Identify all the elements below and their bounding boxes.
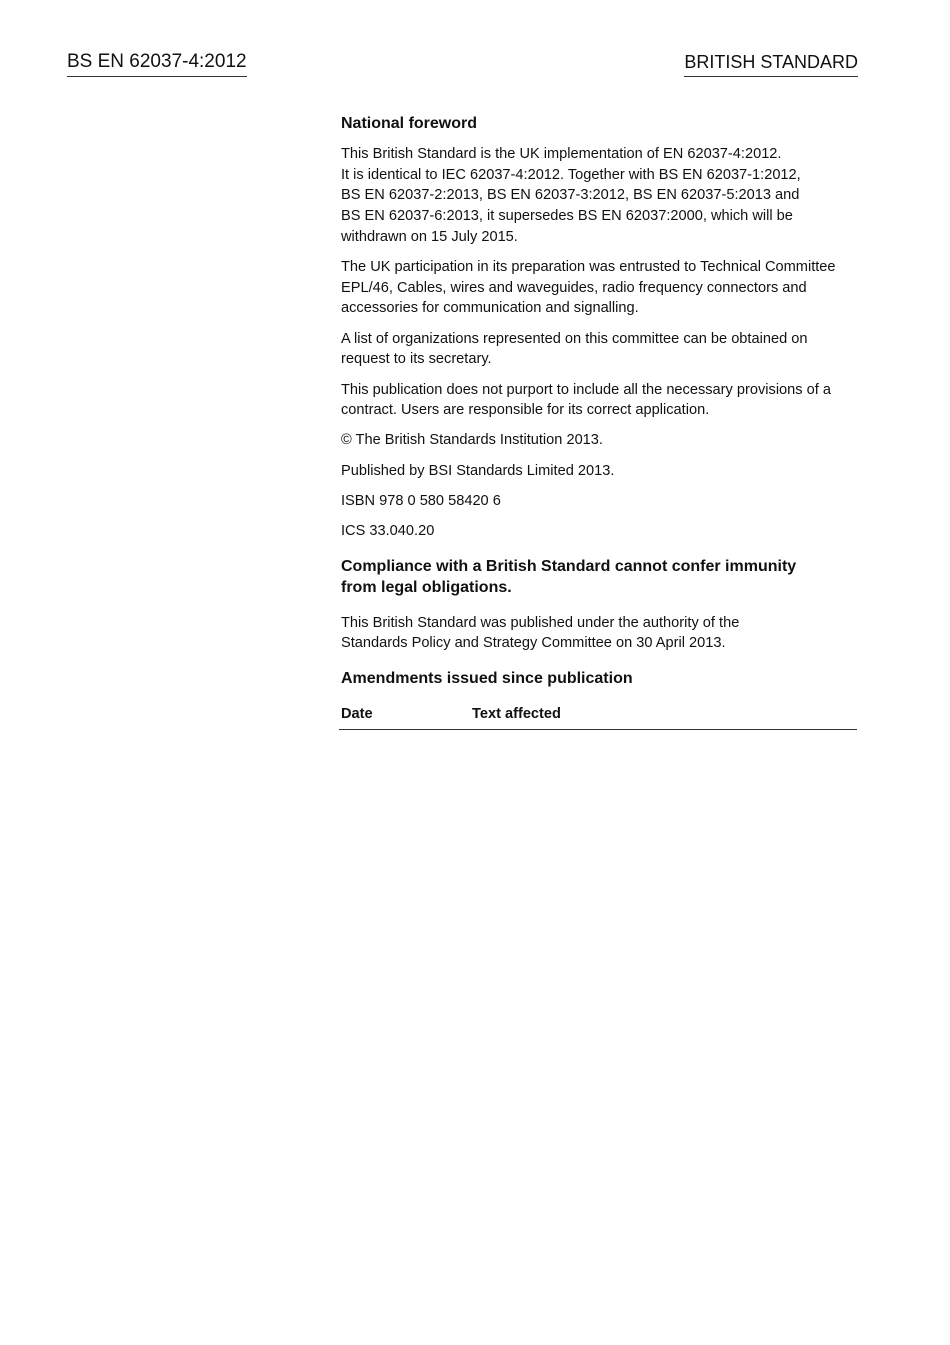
- paragraph-line: This publication does not purport to include all the necessary provisions of a: [341, 381, 831, 398]
- organizations-paragraph: [341, 329, 859, 370]
- ics-line: ICS 33.040.20: [341, 523, 435, 540]
- paragraph-line: contract. Users are responsible for its correct application.: [341, 402, 710, 419]
- paragraph-line: This British Standard was published under the authority of the: [341, 614, 740, 631]
- paragraph-line: This British Standard is the UK implementation of EN 62037-4:2012.: [341, 146, 782, 162]
- text-affected-column-header: Text affected: [472, 706, 561, 723]
- paragraph-line: BS EN 62037-6:2013, it supersedes BS EN 62037:2000, which will be: [341, 208, 793, 225]
- paragraph-line: A list of organizations represented on this committee can be obtained on: [341, 330, 808, 347]
- compliance-statement: [341, 556, 859, 598]
- compliance-line: from legal obligations.: [341, 578, 512, 596]
- amendments-table-header: [339, 704, 857, 730]
- document-id: BS EN 62037-4:2012: [67, 49, 247, 77]
- committee-paragraph: [341, 257, 859, 319]
- paragraph-line: withdrawn on 15 July 2015.: [341, 228, 518, 245]
- date-column-header: Date: [341, 706, 373, 723]
- national-foreword-section: [341, 113, 859, 730]
- isbn-line: ISBN 978 0 580 58420 6: [341, 492, 501, 509]
- standard-type-label: BRITISH STANDARD: [684, 49, 858, 77]
- publisher-line: Published by BSI Standards Limited 2013.: [341, 462, 615, 479]
- paragraph-line: BS EN 62037-2:2013, BS EN 62037-3:2012, BS EN 62037-5:2013 and: [341, 187, 800, 204]
- paragraph-line: accessories for communication and signalling.: [341, 300, 639, 317]
- provisions-paragraph: [341, 380, 859, 421]
- authority-paragraph: [341, 613, 859, 654]
- copyright-notice: © The British Standards Institution 2013.: [341, 432, 603, 449]
- amendments-heading: Amendments issued since publication: [341, 670, 633, 688]
- paragraph-line: request to its secretary.: [341, 351, 492, 368]
- paragraph-line: Standards Policy and Strategy Committee on 30 April 2013.: [341, 635, 726, 652]
- paragraph-line: It is identical to IEC 62037-4:2012. Together with BS EN 62037-1:2012,: [341, 166, 801, 183]
- compliance-line: Compliance with a British Standard cannot confer immunity: [341, 557, 797, 575]
- implementation-paragraph: [341, 144, 859, 248]
- national-foreword-heading: National foreword: [341, 115, 478, 132]
- paragraph-line: The UK participation in its preparation was entrusted to Technical Committee: [341, 259, 836, 276]
- paragraph-line: EPL/46, Cables, wires and waveguides, radio frequency connectors and: [341, 279, 807, 296]
